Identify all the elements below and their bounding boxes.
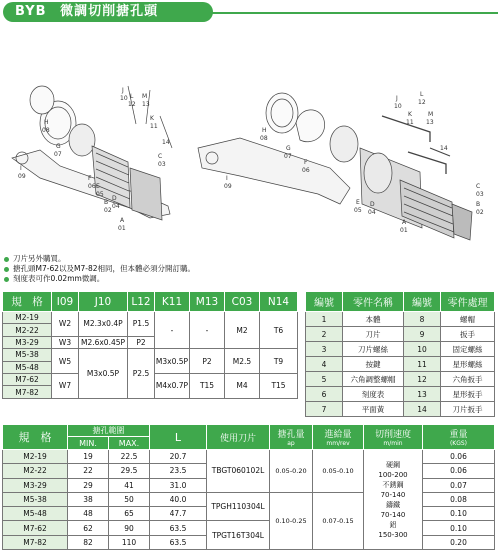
table-row xyxy=(3,312,298,324)
label: 06 xyxy=(302,167,310,174)
size-cell: 0.06 xyxy=(423,450,495,464)
label: F xyxy=(304,159,308,166)
speed-line: 150-300 xyxy=(378,530,408,539)
label: B xyxy=(104,199,109,206)
weight-unit: (KGS) xyxy=(449,440,468,447)
header-cell xyxy=(313,425,364,450)
header-cell: MAX. xyxy=(109,437,150,450)
product-title: 微調切削搪孔頭 xyxy=(60,4,159,19)
part-name: 六角扳手 xyxy=(441,372,495,387)
spec-cell: M7-82 xyxy=(3,386,52,398)
feed-label: 進給量 xyxy=(324,430,352,440)
spec-header-row xyxy=(3,292,298,312)
spec-cell: W5 xyxy=(52,349,79,374)
title-pill xyxy=(3,2,213,22)
size-cell: M7-82 xyxy=(3,535,68,549)
label: B xyxy=(476,201,481,208)
title-rule xyxy=(200,12,498,14)
part-name: 固定螺絲 xyxy=(441,342,495,357)
size-cell: M3-29 xyxy=(3,478,68,492)
bullet-icon xyxy=(4,267,9,272)
label: 01 xyxy=(118,225,126,232)
spec-cell: M3x0.5P xyxy=(155,349,190,374)
header-cell xyxy=(423,425,495,450)
label: I xyxy=(226,175,228,182)
speed-line: 70-140 xyxy=(380,510,406,519)
part-name: 六角調整螺帽 xyxy=(343,372,404,387)
insert-cell: TPGT16T304L xyxy=(207,521,270,550)
feed-unit: mm/rev xyxy=(326,440,350,447)
header-cell: 規 格 xyxy=(3,292,52,312)
speed-line: 100-200 xyxy=(378,470,408,479)
note-text: 搪孔頭M7-62以及M7-82相同，但本體必須分開訂購。 xyxy=(13,264,195,273)
label: 03 xyxy=(476,191,484,198)
header-cell: K11 xyxy=(155,292,190,312)
spec-cell: M2-19 xyxy=(3,312,52,324)
part-no: 6 xyxy=(306,387,343,402)
size-cell: M2-22 xyxy=(3,464,68,478)
size-cell: 63.5 xyxy=(150,521,207,535)
part-no: 10 xyxy=(404,342,441,357)
part-name: 刻度表 xyxy=(343,387,404,402)
header-cell: 編號 xyxy=(306,292,343,312)
note-text: 刻度表可作0.02mm微調。 xyxy=(13,274,105,283)
table-row xyxy=(306,312,495,327)
title-bar xyxy=(0,0,498,26)
header-cell: 零件處理 xyxy=(441,292,495,312)
spec-cell: T6 xyxy=(260,312,298,349)
speed-label: 切削速度 xyxy=(374,430,411,440)
label: 04 xyxy=(368,209,376,216)
exploded-view-drawing xyxy=(0,28,498,254)
header-cell: N14 xyxy=(260,292,298,312)
part-name: 平面黃 xyxy=(343,402,404,417)
label: 04 xyxy=(112,203,120,210)
bullet-icon xyxy=(4,277,9,282)
size-header-row xyxy=(3,425,495,437)
size-cell: 82 xyxy=(68,535,109,549)
label: C xyxy=(476,183,481,190)
ap-cell: 0.05-0.20 xyxy=(270,450,313,493)
note-item xyxy=(4,264,494,274)
size-cell: 38 xyxy=(68,492,109,506)
label: M xyxy=(142,93,148,100)
label: C xyxy=(158,153,163,160)
speed-cell xyxy=(364,450,423,550)
spec-cell: T15 xyxy=(190,373,225,398)
size-cell: 0.07 xyxy=(423,478,495,492)
spec-cell: M2 xyxy=(225,312,260,349)
part-no: 13 xyxy=(404,387,441,402)
part-no: 3 xyxy=(306,342,343,357)
size-cell: 110 xyxy=(109,535,150,549)
spec-cell: M2.6x0.45P xyxy=(79,336,128,348)
part-no: 8 xyxy=(404,312,441,327)
part-no: 12 xyxy=(404,372,441,387)
label: 11 xyxy=(150,123,158,130)
spec-cell: M4 xyxy=(225,373,260,398)
size-cell: 40.0 xyxy=(150,492,207,506)
table-row xyxy=(306,357,495,372)
speed-line: 鋁 xyxy=(389,520,397,529)
label: H xyxy=(44,119,49,126)
header-cell: I09 xyxy=(52,292,79,312)
spec-cell: W7 xyxy=(52,373,79,398)
feed-cell: 0.07-0.15 xyxy=(313,492,364,549)
part-no: 11 xyxy=(404,357,441,372)
label: K xyxy=(150,115,154,122)
table-row xyxy=(306,402,495,417)
spec-cell: M3x0.5P xyxy=(79,349,128,399)
label: 02 xyxy=(476,209,484,216)
size-cell: 31.0 xyxy=(150,478,207,492)
part-name: 星形螺絲 xyxy=(441,357,495,372)
part-name: 本體 xyxy=(343,312,404,327)
speed-line: 硬鋼 xyxy=(386,460,400,469)
spec-table xyxy=(2,291,298,399)
spec-cell: W3 xyxy=(52,336,79,348)
part-no: 2 xyxy=(306,327,343,342)
part-no: 9 xyxy=(404,327,441,342)
part-name: 刀片螺絲 xyxy=(343,342,404,357)
size-cell: M2-19 xyxy=(3,450,68,464)
spec-cell: P2 xyxy=(128,336,155,348)
part-name: 扳手 xyxy=(441,327,495,342)
size-cell: 90 xyxy=(109,521,150,535)
part-no: 4 xyxy=(306,357,343,372)
label: 10 xyxy=(120,95,128,102)
label: 09 xyxy=(18,173,26,180)
part-no: 14 xyxy=(404,402,441,417)
size-cell: M7-62 xyxy=(3,521,68,535)
label: 08 xyxy=(42,127,50,134)
size-cell: M5-38 xyxy=(3,492,68,506)
part-name: 刀片扳手 xyxy=(441,402,495,417)
header-cell: 零件名稱 xyxy=(343,292,404,312)
spec-cell: M5-48 xyxy=(3,361,52,373)
table-row xyxy=(306,387,495,402)
note-item xyxy=(4,254,494,264)
label: I xyxy=(20,165,22,172)
label: J xyxy=(396,95,398,102)
size-cell: 22 xyxy=(68,464,109,478)
spec-cell: M2.3x0.4P xyxy=(79,312,128,337)
label: G xyxy=(286,145,291,152)
part-name: 按鍵 xyxy=(343,357,404,372)
header-cell: M13 xyxy=(190,292,225,312)
label: 12 xyxy=(418,99,426,106)
size-cell: 29.5 xyxy=(109,464,150,478)
size-cell: 50 xyxy=(109,492,150,506)
spec-cell: M3-29 xyxy=(3,336,52,348)
table-row xyxy=(306,342,495,357)
spec-cell: P1.5 xyxy=(128,312,155,337)
label: K xyxy=(408,111,412,118)
label: D xyxy=(370,201,375,208)
table-row xyxy=(3,450,495,464)
table-row xyxy=(306,327,495,342)
spec-cell: W2 xyxy=(52,312,79,337)
part-no: 7 xyxy=(306,402,343,417)
size-cell: M5-48 xyxy=(3,507,68,521)
size-cell: 23.5 xyxy=(150,464,207,478)
size-cell: 47.7 xyxy=(150,507,207,521)
label: L xyxy=(420,91,424,98)
label: E xyxy=(96,183,100,190)
feed-cell: 0.05-0.10 xyxy=(313,450,364,493)
spec-cell: P2 xyxy=(190,349,225,374)
speed-unit: m/min xyxy=(383,440,403,447)
label: A xyxy=(120,217,125,224)
label: H xyxy=(262,127,267,134)
size-cell: 48 xyxy=(68,507,109,521)
parts-table xyxy=(305,291,495,417)
weight-label: 重量 xyxy=(449,430,468,440)
notes xyxy=(4,254,494,284)
size-cell: 0.10 xyxy=(423,507,495,521)
part-no: 1 xyxy=(306,312,343,327)
spec-cell: P2.5 xyxy=(128,349,155,399)
spec-cell: - xyxy=(190,312,225,349)
header-cell xyxy=(270,425,313,450)
label: 06 xyxy=(88,183,96,190)
label: J xyxy=(122,87,124,94)
header-cell: 使用刀片 xyxy=(207,425,270,450)
insert-cell: TPGH110304L xyxy=(207,492,270,521)
label: 14 xyxy=(162,139,170,146)
bullet-icon xyxy=(4,257,9,262)
header-cell: 編號 xyxy=(404,292,441,312)
product-code: BYB xyxy=(15,4,47,19)
size-cell: 0.06 xyxy=(423,464,495,478)
label: 05 xyxy=(96,191,104,198)
part-name: 星形扳手 xyxy=(441,387,495,402)
label: 09 xyxy=(224,183,232,190)
spec-cell: - xyxy=(155,312,190,349)
speed-line: 70-140 xyxy=(380,490,406,499)
size-cell: 20.7 xyxy=(150,450,207,464)
header-cell xyxy=(364,425,423,450)
speed-line: 不銹鋼 xyxy=(382,480,404,489)
label: 13 xyxy=(142,101,150,108)
label: 07 xyxy=(284,153,292,160)
size-cell: 63.5 xyxy=(150,535,207,549)
size-cell: 0.08 xyxy=(423,492,495,506)
header-cell: L12 xyxy=(128,292,155,312)
label: 11 xyxy=(406,119,414,126)
header-cell: C03 xyxy=(225,292,260,312)
part-no: 5 xyxy=(306,372,343,387)
label: 02 xyxy=(104,207,112,214)
label: 07 xyxy=(54,151,62,158)
label: M xyxy=(428,111,434,118)
spec-cell: M5-38 xyxy=(3,349,52,361)
size-cell: 62 xyxy=(68,521,109,535)
spec-cell: T15 xyxy=(260,373,298,398)
label: F xyxy=(88,175,92,182)
label: 14 xyxy=(440,145,448,152)
header-cell: MIN. xyxy=(68,437,109,450)
size-cell: 41 xyxy=(109,478,150,492)
label: 05 xyxy=(354,207,362,214)
header-cell: L xyxy=(150,425,207,450)
label: G xyxy=(56,143,61,150)
insert-cell: TBGT060102L xyxy=(207,450,270,493)
part-name: 螺帽 xyxy=(441,312,495,327)
size-cell: 0.10 xyxy=(423,521,495,535)
spec-cell: M7-62 xyxy=(3,373,52,385)
table-row xyxy=(3,349,298,361)
size-cell: 65 xyxy=(109,507,150,521)
label: L xyxy=(130,93,134,100)
size-cell: 0.20 xyxy=(423,535,495,549)
part-name: 刀片 xyxy=(343,327,404,342)
header-cell: 規 格 xyxy=(3,425,68,450)
header-cell: 搪孔範圍 xyxy=(68,425,150,437)
parts-header-row xyxy=(306,292,495,312)
label: 13 xyxy=(426,119,434,126)
table-row xyxy=(306,372,495,387)
label: A xyxy=(402,219,407,226)
speed-line: 鑄鐵 xyxy=(386,500,400,509)
spec-cell: M2.5 xyxy=(225,349,260,374)
label: 10 xyxy=(394,103,402,110)
ap-label: 搪孔量 xyxy=(277,430,305,440)
label: 08 xyxy=(260,135,268,142)
size-table xyxy=(2,424,495,550)
label: 12 xyxy=(128,101,136,108)
label: E xyxy=(356,199,360,206)
size-cell: 19 xyxy=(68,450,109,464)
label: 03 xyxy=(158,161,166,168)
spec-cell: M4x0.7P xyxy=(155,373,190,398)
note-item xyxy=(4,274,494,284)
size-cell: 22.5 xyxy=(109,450,150,464)
label: D xyxy=(112,195,117,202)
spec-cell: T9 xyxy=(260,349,298,374)
note-text: 刀片另外購買。 xyxy=(13,254,66,263)
size-cell: 29 xyxy=(68,478,109,492)
header-cell: J10 xyxy=(79,292,128,312)
ap-unit: ap xyxy=(287,440,295,447)
label: 01 xyxy=(400,227,408,234)
spec-cell: M2-22 xyxy=(3,324,52,336)
ap-cell: 0.10-0.25 xyxy=(270,492,313,549)
